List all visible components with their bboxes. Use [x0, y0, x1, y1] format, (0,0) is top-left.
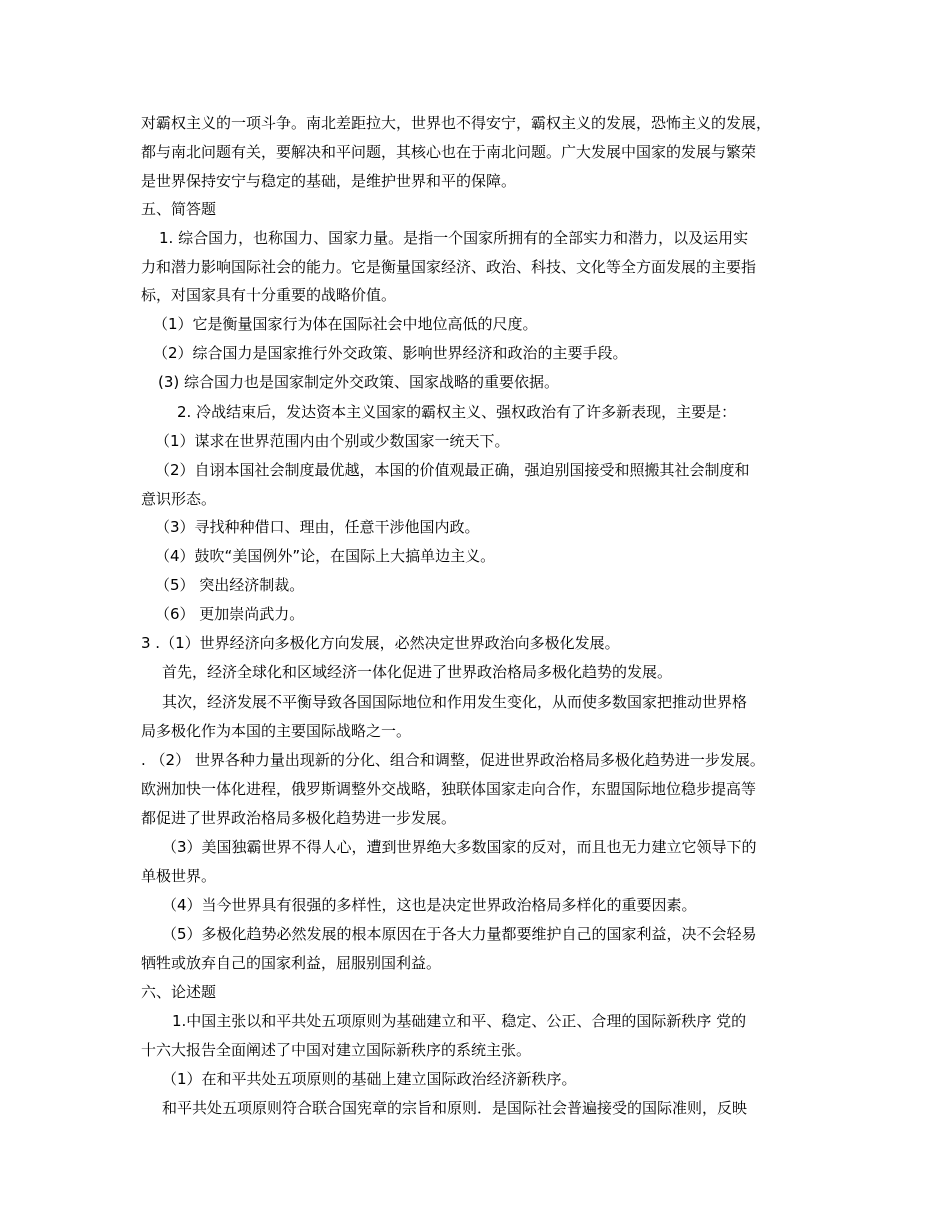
paragraph-line: 都与南北问题有关，要解决和平问题，其核心也在于南北问题。广大发展中国家的发展与繁荣 — [141, 143, 757, 161]
section-heading-short-answer: 五、简答题 — [141, 200, 217, 218]
paragraph-line: 欧洲加快一体化进程，俄罗斯调整外交战略，独联体国家走向合作，东盟国际地位稳步提高等 — [141, 780, 757, 798]
list-item: （3）美国独霸世界不得人心，遭到世界绝大多数国家的反对，而且也无力建立它领导下的 — [162, 838, 757, 856]
paragraph-line: . （2） 世界各种力量出现新的分化、组合和调整，促进世界政治格局多极化趋势进一步发展。 — [141, 751, 765, 769]
list-item: (3) 综合国力也是国家制定外交政策、国家战略的重要依据。 — [158, 373, 560, 391]
paragraph-line: 标，对国家具有十分重要的战略价值。 — [141, 286, 397, 304]
section-heading-essay: 六、论述题 — [141, 983, 217, 1001]
paragraph-line: 是世界保持安宁与稳定的基础，是维护世界和平的保障。 — [141, 172, 517, 190]
paragraph-line: 单极世界。 — [141, 867, 217, 885]
paragraph-line: 1. 综合国力，也称国力、国家力量。是指一个国家所拥有的全部实力和潜力，以及运用实 — [159, 229, 749, 247]
list-item: （5） 突出经济制裁。 — [155, 576, 305, 594]
paragraph-line: 和平共处五项原则符合联合国宪章的宗旨和原则．是国际社会普遍接受的国际准则，反映 — [162, 1099, 748, 1117]
paragraph-line: 首先，经济全球化和区域经济一体化促进了世界政治格局多极化趋势的发展。 — [162, 663, 673, 681]
paragraph-line: 其次，经济发展不平衡导致各国国际地位和作用发生变化，从而使多数国家把推动世界格 — [162, 693, 748, 711]
paragraph-line: 力和潜力影响国际社会的能力。它是衡量国家经济、政治、科技、文化等全方面发展的主要指 — [141, 258, 757, 276]
list-item: （4）当今世界具有很强的多样性，这也是决定世界政治格局多样化的重要因素。 — [162, 896, 697, 914]
paragraph-line: 2. 冷战结束后，发达资本主义国家的霸权主义、强权政治有了许多新表现，主要是： — [177, 403, 737, 421]
paragraph-line: 3 .（1）世界经济向多极化方向发展，必然决定世界政治向多极化发展。 — [141, 634, 620, 652]
list-item: （4）鼓吹“美国例外”论，在国际上大搞单边主义。 — [155, 547, 496, 565]
paragraph-line: 十六大报告全面阐述了中国对建立国际新秩序的系统主张。 — [141, 1041, 532, 1059]
list-item: （3）寻找种种借口、理由，任意干涉他国内政。 — [155, 518, 480, 536]
paragraph-line: 1.中国主张以和平共处五项原则为基础建立和平、稳定、公正、合理的国际新秩序 党的 — [172, 1012, 747, 1030]
list-item: （2）综合国力是国家推行外交政策、影响世界经济和政治的主要手段。 — [153, 344, 628, 362]
list-item: （6） 更加崇尚武力。 — [155, 605, 305, 623]
paragraph-line: 都促进了世界政治格局多极化趋势进一步发展。 — [141, 809, 457, 827]
list-item: （5）多极化趋势必然发展的根本原因在于各大力量都要维护自己的国家利益，决不会轻易 — [162, 925, 757, 943]
paragraph-line: 对霸权主义的一项斗争。南北差距拉大，世界也不得安宁，霸权主义的发展，恐怖主义的发展， — [141, 114, 772, 132]
list-item: （1）在和平共处五项原则的基础上建立国际政治经济新秩序。 — [162, 1070, 577, 1088]
list-item: （2）自诩本国社会制度最优越，本国的价值观最正确，强迫别国接受和照搬其社会制度和 — [155, 461, 750, 479]
paragraph-line: 意识形态。 — [141, 490, 217, 508]
list-item: （1）谋求在世界范围内由个别或少数国家一统天下。 — [155, 432, 510, 450]
paragraph-line: 牺牲或放弃自己的国家利益，屈服别国利益。 — [141, 954, 442, 972]
paragraph-line: 局多极化作为本国的主要国际战略之一。 — [141, 722, 412, 740]
list-item: （1）它是衡量国家行为体在国际社会中地位高低的尺度。 — [153, 315, 538, 333]
